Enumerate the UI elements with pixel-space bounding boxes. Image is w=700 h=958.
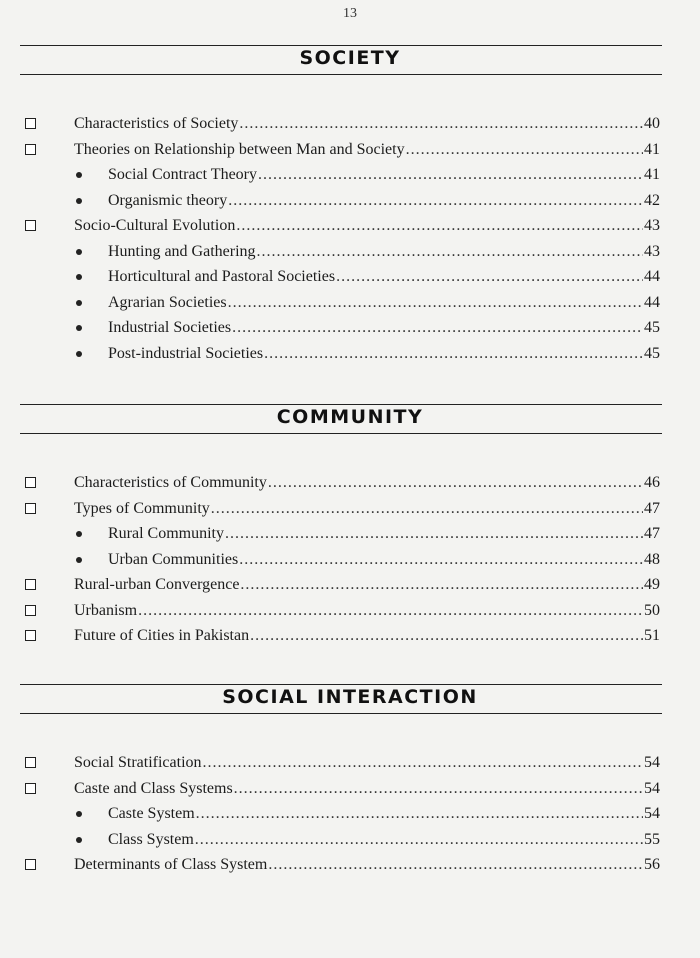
toc-entry-line (108, 341, 660, 367)
toc-entry (0, 264, 700, 290)
toc-entry-line (108, 290, 660, 316)
toc-entry-title: Types of Community (74, 499, 210, 517)
checkbox-square-icon (25, 630, 36, 641)
toc-entry-title: Horticultural and Pastoral Societies (108, 268, 336, 285)
dot-leader (239, 547, 643, 573)
toc-entry-line (74, 137, 660, 163)
toc-entry-line (74, 111, 660, 137)
toc-entry-title: Characteristics of Community (74, 474, 267, 491)
rule-bottom (20, 74, 662, 75)
toc-entry-title: Industrial Societies (108, 319, 232, 336)
section-header (0, 404, 700, 470)
toc-entry-page: 45 (644, 319, 660, 336)
toc-entry-page: 56 (644, 856, 660, 873)
toc-entry (0, 162, 700, 188)
toc-entry (0, 341, 700, 367)
section-community (0, 404, 700, 649)
bullet-icon (76, 325, 82, 331)
toc-entry-page: 43 (644, 242, 660, 260)
section-society (0, 45, 700, 366)
toc-entry-title: Socio-Cultural Evolution (74, 217, 236, 234)
toc-entry (0, 111, 700, 137)
checkbox-square-icon (25, 757, 36, 768)
bullet-icon (76, 557, 82, 563)
section-heading: COMMUNITY (276, 406, 424, 428)
dot-leader (257, 239, 643, 265)
dot-leader (236, 213, 643, 239)
dot-leader (195, 827, 643, 853)
toc-entry-line (74, 572, 660, 598)
checkbox-square-icon (25, 503, 36, 514)
bullet-icon (76, 837, 82, 843)
rule-bottom (20, 433, 662, 434)
bullet-icon (76, 811, 82, 817)
toc-entry-page: 51 (644, 627, 660, 644)
toc-entry-page: 41 (644, 140, 660, 158)
section-social-interaction (0, 684, 700, 878)
toc-entry-line (74, 598, 660, 624)
toc-entry-page: 55 (644, 830, 660, 848)
checkbox-square-icon (25, 220, 36, 231)
dot-leader (225, 521, 643, 547)
checkbox-square-icon (25, 144, 36, 155)
dot-leader (268, 852, 643, 878)
toc-entry-list (0, 750, 700, 878)
toc-entry (0, 239, 700, 265)
checkbox-square-icon (25, 859, 36, 870)
toc-entry-line (74, 470, 660, 496)
toc-entry-page: 54 (644, 779, 660, 797)
toc-entry-line (108, 239, 660, 265)
page-number: 13 (343, 6, 357, 21)
toc-entry (0, 188, 700, 214)
toc-entry (0, 750, 700, 776)
checkbox-square-icon (25, 783, 36, 794)
dot-leader (264, 341, 643, 367)
toc-entry-page: 54 (644, 754, 660, 771)
toc-entry-page: 41 (644, 166, 660, 183)
toc-entry-page: 42 (644, 191, 660, 209)
dot-leader (258, 162, 643, 188)
toc-entry-page: 48 (644, 550, 660, 568)
toc-entry (0, 496, 700, 522)
dot-leader (196, 801, 643, 827)
toc-entry-list (0, 111, 700, 366)
toc-entry-title: Caste System (108, 805, 195, 822)
toc-entry (0, 137, 700, 163)
toc-entry-line (108, 547, 660, 573)
bullet-icon (76, 531, 82, 537)
checkbox-square-icon (25, 605, 36, 616)
bullet-icon (76, 172, 82, 178)
toc-entry-line (108, 188, 660, 214)
toc-entry-title: Social Stratification (74, 754, 202, 771)
toc-entry (0, 213, 700, 239)
toc-entry (0, 290, 700, 316)
bullet-icon (76, 274, 82, 280)
rule-top (20, 404, 662, 405)
toc-entry-line (108, 315, 660, 341)
toc-entry-title: Characteristics of Society (74, 115, 239, 132)
section-heading: SOCIAL INTERACTION (222, 686, 478, 708)
section-header (0, 45, 700, 111)
toc-entry-page: 54 (644, 805, 660, 822)
dot-leader (268, 470, 643, 496)
toc-entry (0, 572, 700, 598)
toc-entry-page: 44 (644, 268, 660, 285)
bullet-icon (76, 198, 82, 204)
dot-leader (228, 188, 643, 214)
toc-entry-line (74, 776, 660, 802)
toc-entry (0, 852, 700, 878)
toc-entry-line (74, 496, 660, 522)
toc-entry-title: Agrarian Societies (108, 293, 227, 311)
toc-entry (0, 470, 700, 496)
dot-leader (138, 598, 643, 624)
toc-entry-page: 47 (644, 525, 660, 542)
rule-top (20, 684, 662, 685)
bullet-icon (76, 249, 82, 255)
checkbox-square-icon (25, 579, 36, 590)
toc-entry-title: Urbanism (74, 601, 138, 619)
toc-entry-page: 46 (644, 474, 660, 491)
toc-entry-page: 50 (644, 601, 660, 619)
dot-leader (336, 264, 643, 290)
dot-leader (211, 496, 643, 522)
toc-entry-title: Hunting and Gathering (108, 242, 256, 260)
dot-leader (228, 290, 643, 316)
rule-bottom (20, 713, 662, 714)
dot-leader (250, 623, 643, 649)
toc-entry (0, 598, 700, 624)
dot-leader (240, 572, 643, 598)
toc-entry-page: 44 (644, 293, 660, 311)
toc-entry (0, 521, 700, 547)
toc-entry-page: 49 (644, 576, 660, 593)
toc-entry (0, 315, 700, 341)
toc-entry (0, 801, 700, 827)
toc-entry-line (108, 521, 660, 547)
toc-entry-title: Rural-urban Convergence (74, 576, 240, 593)
toc-entry-line (108, 162, 660, 188)
toc-entry-line (74, 213, 660, 239)
toc-entry-line (74, 750, 660, 776)
rule-top (20, 45, 662, 46)
toc-entry-title: Urban Communities (108, 550, 239, 568)
toc-entry-page: 40 (644, 115, 660, 132)
section-header (0, 684, 700, 750)
toc-entry-list (0, 470, 700, 649)
section-heading: SOCIETY (299, 47, 401, 69)
dot-leader (239, 111, 643, 137)
checkbox-square-icon (25, 477, 36, 488)
toc-entry-title: Theories on Relationship between Man and Society (74, 140, 405, 158)
toc-entry-title: Future of Cities in Pakistan (74, 627, 250, 644)
toc-entry-title: Rural Community (108, 525, 224, 542)
toc-entry (0, 623, 700, 649)
toc-entry-title: Social Contract Theory (108, 166, 257, 183)
toc-entry-title: Post-industrial Societies (108, 344, 264, 362)
dot-leader (406, 137, 643, 163)
toc-entry-line (74, 623, 660, 649)
toc-entry (0, 776, 700, 802)
toc-entry-line (108, 827, 660, 853)
dot-leader (232, 315, 643, 341)
toc-entry-title: Determinants of Class System (74, 856, 268, 873)
toc-entry-line (108, 264, 660, 290)
toc-entry-page: 43 (644, 217, 660, 234)
toc-entry-line (74, 852, 660, 878)
toc-entry (0, 827, 700, 853)
checkbox-square-icon (25, 118, 36, 129)
toc-entry (0, 547, 700, 573)
toc-entry-title: Class System (108, 830, 194, 848)
bullet-icon (76, 351, 82, 357)
toc-entry-page: 45 (644, 344, 660, 362)
toc-entry-page: 47 (644, 499, 660, 517)
toc-entry-title: Organismic theory (108, 191, 228, 209)
toc-entry-line (108, 801, 660, 827)
dot-leader (203, 750, 643, 776)
toc-entry-title: Caste and Class Systems (74, 779, 233, 797)
dot-leader (234, 776, 643, 802)
bullet-icon (76, 300, 82, 306)
